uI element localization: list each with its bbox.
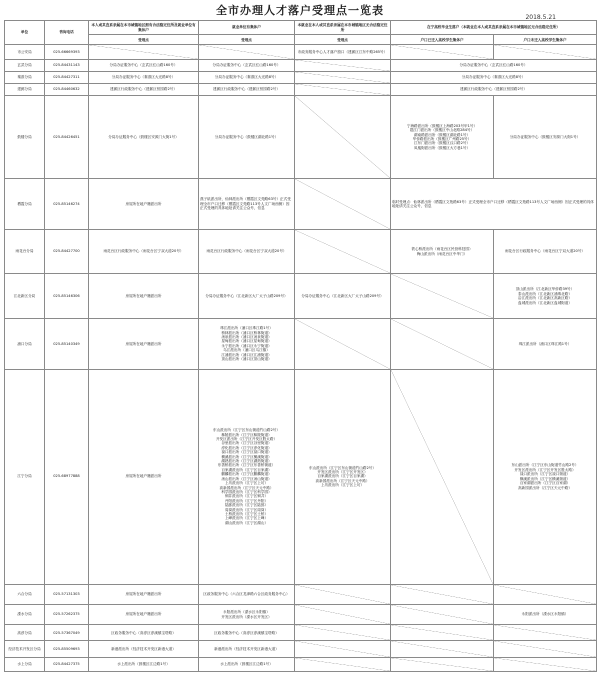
table-row bbox=[5, 625, 597, 641]
header-col4: 在宁高校毕业生落户（本就业在本人或其直系亲属在本市城镇地区无合法稳定住所） bbox=[391, 21, 597, 35]
sub-accept: 受理点 bbox=[89, 35, 199, 45]
unit-cell: 浦口分局 bbox=[5, 319, 45, 370]
empty-cell bbox=[295, 229, 391, 274]
accept-list-cell bbox=[199, 319, 295, 370]
list-item: 盘城派出所（江北新区盘城街道） bbox=[518, 300, 572, 305]
list-item: 科学园派出所（江宁区科学园） bbox=[221, 489, 272, 494]
accept-cell: 房屋所在地户籍派出所 bbox=[89, 369, 199, 584]
list-item: 桥林派出所（浦口区桥林街道） bbox=[221, 330, 272, 335]
date-label: 2018.5.21 bbox=[525, 14, 556, 21]
phone-cell: 025-57262375 bbox=[45, 604, 89, 624]
accept-cell: 雨花台区行政服务中心（雨花台区宁双大道20号） bbox=[199, 229, 295, 274]
empty-cell bbox=[295, 625, 391, 641]
empty-cell bbox=[295, 59, 391, 71]
list-item: 顶山派出所（浦口区顶山街道） bbox=[221, 357, 272, 362]
table-row bbox=[5, 229, 597, 274]
unit-cell: 玄武分局 bbox=[5, 59, 45, 71]
accept-cell: 区政务服务中心（六合区龙津路六合区政务服务中心） bbox=[199, 584, 295, 604]
unit-cell: 秦淮分局 bbox=[5, 71, 45, 83]
accept-cell: 分局办证服务中心（江北新区大厂太子山路209号） bbox=[295, 274, 391, 319]
empty-cell bbox=[391, 369, 494, 584]
accept-cell: 珠江派出所（浦口区珠江路1号） bbox=[494, 319, 597, 370]
accept-list-cell bbox=[199, 369, 295, 584]
list-item: 百家湖派出所（江宁区百家湖） bbox=[519, 481, 571, 486]
list-item: 东山派出所（江宁区东山街道竹山路2号） bbox=[309, 465, 376, 470]
list-item: 宁海路派出所（鼓楼区上海路203号甲1号） bbox=[406, 123, 478, 128]
empty-cell bbox=[295, 179, 391, 230]
list-item: 沿江派出所（江北新区高新区路） bbox=[518, 296, 572, 301]
accept-list-cell bbox=[494, 274, 597, 319]
empty-cell bbox=[494, 625, 597, 641]
list-item: 高新园派出所（江宁区天元中路） bbox=[518, 485, 572, 490]
list-item: 周岗派出所（江宁区周岗） bbox=[224, 507, 269, 512]
accept-cell: 新港派出所（经济技术开发区新港大道） bbox=[199, 641, 295, 657]
list-item: 永宁派出所（浦口区永宁街道） bbox=[221, 343, 272, 348]
accept-cell: 建邺区行政服务中心（建邺区恒园路2号） bbox=[391, 83, 597, 95]
list-item: 禄口派出所（江宁区禄口街道） bbox=[519, 472, 571, 477]
phone-cell: 025-85140349 bbox=[45, 319, 89, 370]
list-item: 横溪派出所（江宁区横溪街道） bbox=[221, 454, 272, 459]
empty-cell bbox=[494, 657, 597, 671]
accept-list-cell bbox=[391, 95, 494, 178]
accept-list-cell bbox=[199, 604, 295, 624]
unit-cell: 六合分局 bbox=[5, 584, 45, 604]
empty-cell bbox=[494, 641, 597, 657]
phone-cell: 025-84426451 bbox=[45, 95, 89, 178]
empty-cell bbox=[295, 641, 391, 657]
accept-cell: 区政务服务中心（高淳区淳溪镇宝塔路） bbox=[89, 625, 199, 641]
empty-cell bbox=[391, 319, 494, 370]
table-row bbox=[5, 71, 597, 83]
accept-cell: 永阳派出所（溧水区永阳镇） bbox=[494, 604, 597, 624]
accept-cell: 房屋所在地户籍派出所 bbox=[89, 604, 199, 624]
accept-cell: 房屋所在地户籍派出所 bbox=[89, 274, 199, 319]
list-item: 上峰派出所（江宁区上峰） bbox=[224, 516, 269, 521]
accept-cell: 水上派出所（鼓楼区江边路1号） bbox=[199, 657, 295, 671]
phone-cell: 025-57131303 bbox=[45, 584, 89, 604]
accept-cell: 分局办证服务中心（秦淮区大光路8号） bbox=[89, 71, 199, 83]
phone-cell: 025-84431143 bbox=[45, 59, 89, 71]
list-item: 禄口派出所（江宁区禄口街道） bbox=[221, 450, 272, 455]
empty-cell bbox=[295, 604, 391, 624]
empty-cell bbox=[199, 45, 295, 59]
accept-points-table bbox=[4, 20, 597, 672]
unit-cell: 雨花台分局 bbox=[5, 229, 45, 274]
empty-cell bbox=[391, 657, 494, 671]
table-row bbox=[5, 179, 597, 230]
empty-cell bbox=[295, 657, 391, 671]
accept-cell: 区政务服务中心（高淳区淳溪镇宝塔路） bbox=[199, 625, 295, 641]
accept-cell: 市政务服务中心人才落户窗口（建邺区江东中路265号） bbox=[295, 45, 391, 59]
accept-cell: 分局办证服务中心（秦淮区大光路8号） bbox=[199, 71, 295, 83]
accept-cell: 分局办证服务中心（鼓楼区安源门大街1号） bbox=[494, 95, 597, 178]
table-row bbox=[5, 45, 597, 59]
list-item: 挹江门派出所（鼓楼区中山北路284号） bbox=[409, 128, 475, 133]
table-row bbox=[5, 83, 597, 95]
accept-cell: 分局办证服务中心（玄武区红山路160号） bbox=[199, 59, 295, 71]
empty-cell bbox=[391, 45, 494, 59]
header-unit: 单位 bbox=[5, 21, 45, 45]
header-col2: 就业单位有集体户 bbox=[199, 21, 295, 35]
accept-cell: 雨花台区行政服务中心（雨花台区宁双大道20号） bbox=[89, 229, 199, 274]
accept-list-cell bbox=[494, 369, 597, 584]
empty-cell bbox=[295, 584, 391, 604]
phone-cell: 025-84427311 bbox=[45, 71, 89, 83]
list-item: 珠江派出所（浦口区珠江路1号） bbox=[220, 326, 273, 331]
header-col1: 本人或其直系亲属在本市城镇地区拥有合法稳定住所及就业单位有集体户 bbox=[89, 21, 199, 35]
accept-list-cell bbox=[295, 369, 391, 584]
list-item: 陆郎派出所（江宁区陆郎） bbox=[224, 503, 269, 508]
page-title: 全市办理人才落户受理点一览表 bbox=[216, 4, 384, 17]
sub-h1: 户口已迁入高校学生集体户 bbox=[391, 35, 494, 45]
list-item: 开发区派出所（江宁区开发区） bbox=[317, 470, 368, 475]
list-item: 汤山派出所（江宁区汤山街道） bbox=[221, 476, 272, 481]
list-item: 开发区派出所（江宁区开发区胜太路） bbox=[514, 467, 576, 472]
accept-cell: 新港派出所（经济技术开发区新港大道） bbox=[89, 641, 199, 657]
phone-cell: 025-85146274 bbox=[45, 179, 89, 230]
list-item: 华侨路派出所（鼓楼区广州路25号） bbox=[412, 137, 472, 142]
unit-cell: 经济技术开发区分局 bbox=[5, 641, 45, 657]
list-item: 湖山派出所（江宁区湖山） bbox=[224, 520, 269, 525]
list-item: 永阳派出所（溧水区永阳镇） bbox=[223, 610, 270, 615]
empty-cell bbox=[391, 604, 494, 624]
empty-cell bbox=[295, 319, 391, 370]
table-row bbox=[5, 319, 597, 370]
unit-cell: 建邺分局 bbox=[5, 83, 45, 95]
accept-list-cell bbox=[391, 229, 494, 274]
unit-cell: 江北新区分局 bbox=[5, 274, 45, 319]
empty-cell bbox=[494, 584, 597, 604]
list-item: 顶山派出所（江北新区华侨路39号） bbox=[515, 287, 575, 292]
table-row bbox=[5, 641, 597, 657]
list-item: 开发区派出所（江宁区开发区胜太路） bbox=[215, 437, 278, 442]
list-item: 汤泉派出所（浦口区汤泉街道） bbox=[221, 335, 272, 340]
list-item: 梅山派出所（雨花台区中华门） bbox=[416, 251, 468, 256]
empty-cell bbox=[89, 45, 199, 59]
phone-cell: 025-57367049 bbox=[45, 625, 89, 641]
phone-cell: 025-85509693 bbox=[45, 641, 89, 657]
sub-h2: 户口未迁入高校学生集体户 bbox=[494, 35, 597, 45]
empty-cell bbox=[391, 625, 494, 641]
list-item: 凤凰街派出所（鼓楼区大方巷1号） bbox=[413, 145, 471, 150]
empty-cell bbox=[295, 83, 391, 95]
accept-cell: 水上派出所（鼓楼区江边路1号） bbox=[89, 657, 199, 671]
list-item: 泰山派出所（江北新区浦珠北路） bbox=[518, 291, 572, 296]
list-item: 淳化派出所（江宁区淳化街道） bbox=[221, 445, 272, 450]
accept-cell: 建邺区行政服务中心（建邺区恒园路2号） bbox=[89, 83, 199, 95]
list-item: 秣陵派出所（江宁区秣陵街道） bbox=[221, 432, 272, 437]
phone-cell: 025-66669393 bbox=[45, 45, 89, 59]
phone-cell: 025-68977888 bbox=[45, 369, 89, 584]
list-item: 高新园派出所（江宁区天元中路） bbox=[219, 485, 274, 490]
unit-cell: 市公安局 bbox=[5, 45, 45, 59]
unit-cell: 栖霞分局 bbox=[5, 179, 45, 230]
empty-cell bbox=[295, 71, 391, 83]
header-phone: 咨询电话 bbox=[45, 21, 89, 45]
list-item: 土桥派出所（江宁区土桥） bbox=[224, 511, 269, 516]
list-item: 铁心桥派出所（雨花台区民营科技园） bbox=[411, 247, 473, 252]
list-item: 百家湖派出所（江宁区百家湖） bbox=[221, 467, 272, 472]
table-row bbox=[5, 584, 597, 604]
unit-cell: 江宁分局 bbox=[5, 369, 45, 584]
accept-cell: 分局办证服务中心（江北新区大厂太子山路209号） bbox=[199, 274, 295, 319]
list-item: 东山派出所（江宁区东山街道竹山路2号） bbox=[511, 463, 579, 468]
unit-cell: 高淳分局 bbox=[5, 625, 45, 641]
phone-cell: 025-84460632 bbox=[45, 83, 89, 95]
accept-cell: 分局办证服务中心（秦淮区大光路8号） bbox=[391, 71, 597, 83]
empty-cell bbox=[295, 95, 391, 178]
empty-cell bbox=[391, 584, 494, 604]
phone-cell: 025-84427375 bbox=[45, 657, 89, 671]
empty-cell bbox=[391, 641, 494, 657]
accept-cell: 房屋所在地户籍派出所 bbox=[89, 319, 199, 370]
list-item: 星甸派出所（浦口区星甸街道） bbox=[221, 339, 272, 344]
accept-cell: 临时受理点：仙林派出所（栖霞区文苑路63号）正式受理全市户口迁移（栖霞区文苑路113号人文广场西侧）因正式受理的具体地址请关注公众号，信息 bbox=[391, 179, 597, 230]
sub-accept: 受理点 bbox=[199, 35, 295, 45]
unit-cell: 鼓楼分局 bbox=[5, 95, 45, 178]
list-item: 铜井派出所（江宁区铜井） bbox=[224, 494, 269, 499]
list-item: 乌江派出所（浦口区乌江镇） bbox=[223, 348, 270, 353]
list-item: 湖熟派出所（江宁区湖熟街道） bbox=[221, 459, 272, 464]
list-item: 百家湖派出所（江宁区百家湖） bbox=[317, 474, 368, 479]
accept-cell: 房屋所在地户籍派出所 bbox=[89, 179, 199, 230]
accept-cell: 燕子矶派出所，仙林派出所（栖霞区文苑路63号）正式受理全市户口迁移（栖霞区文苑路113号人文广场西侧）因正式受理的具体地址请关注公众号，信息 bbox=[199, 179, 295, 230]
table-row bbox=[5, 59, 597, 71]
accept-cell: 雨花台区行政服务中心（雨花台区宁双大道20号） bbox=[494, 229, 597, 274]
table-row bbox=[5, 274, 597, 319]
table-row bbox=[5, 657, 597, 671]
header-col3: 本就业在本人或其直系亲属在本市城镇地区无合法稳定住所 bbox=[295, 21, 391, 35]
accept-cell: 分局办证服务中心（玄武区红山路160号） bbox=[391, 59, 597, 71]
accept-cell: 分局办证服务中心（玄武区红山路160号） bbox=[89, 59, 199, 71]
list-item: 湖南路派出所（鼓楼区湖北路1号） bbox=[413, 132, 471, 137]
list-item: 麒麟派出所（江宁区麒麟街道） bbox=[221, 472, 272, 477]
phone-cell: 025-84427700 bbox=[45, 229, 89, 274]
list-item: 上坊派出所（江宁区上坊） bbox=[320, 483, 365, 488]
list-item: 高新园派出所（江宁区天元中路） bbox=[315, 478, 370, 483]
unit-cell: 水上分局 bbox=[5, 657, 45, 671]
list-item: 东山派出所（江宁区东山街道竹山路2号） bbox=[213, 428, 280, 433]
sub-accept: 受理点 bbox=[295, 35, 391, 45]
list-item: 江浦派出所（浦口区江浦街道） bbox=[221, 352, 272, 357]
empty-cell bbox=[494, 45, 597, 59]
list-item: 上坊派出所（江宁区上坊） bbox=[224, 481, 269, 486]
list-item: 开发区派出所（溧水区开发区） bbox=[221, 614, 272, 619]
table-row bbox=[5, 604, 597, 624]
accept-cell: 建邺区行政服务中心（建邺区恒园路2号） bbox=[199, 83, 295, 95]
accept-cell: 房屋所在地户籍派出所 bbox=[89, 584, 199, 604]
list-item: 丹阳派出所（江宁区丹阳） bbox=[224, 498, 269, 503]
list-item: 江东门派出所（鼓楼区汉口路2号） bbox=[413, 141, 471, 146]
phone-cell: 025-85146306 bbox=[45, 274, 89, 319]
list-item: 谷里派出所（江宁区谷里街道） bbox=[221, 441, 272, 446]
empty-cell bbox=[391, 274, 494, 319]
table-row bbox=[5, 95, 597, 178]
accept-cell: 分局办证服务中心（鼓楼区安源门大街1号） bbox=[89, 95, 199, 178]
unit-cell: 溧水分局 bbox=[5, 604, 45, 624]
list-item: 横溪派出所（江宁区横溪街道） bbox=[519, 476, 571, 481]
accept-cell: 分局办证服务中心（鼓楼区湖北路1号） bbox=[199, 95, 295, 178]
list-item: 东善桥派出所（江宁区东善桥街道） bbox=[217, 463, 276, 468]
table-row bbox=[5, 369, 597, 584]
